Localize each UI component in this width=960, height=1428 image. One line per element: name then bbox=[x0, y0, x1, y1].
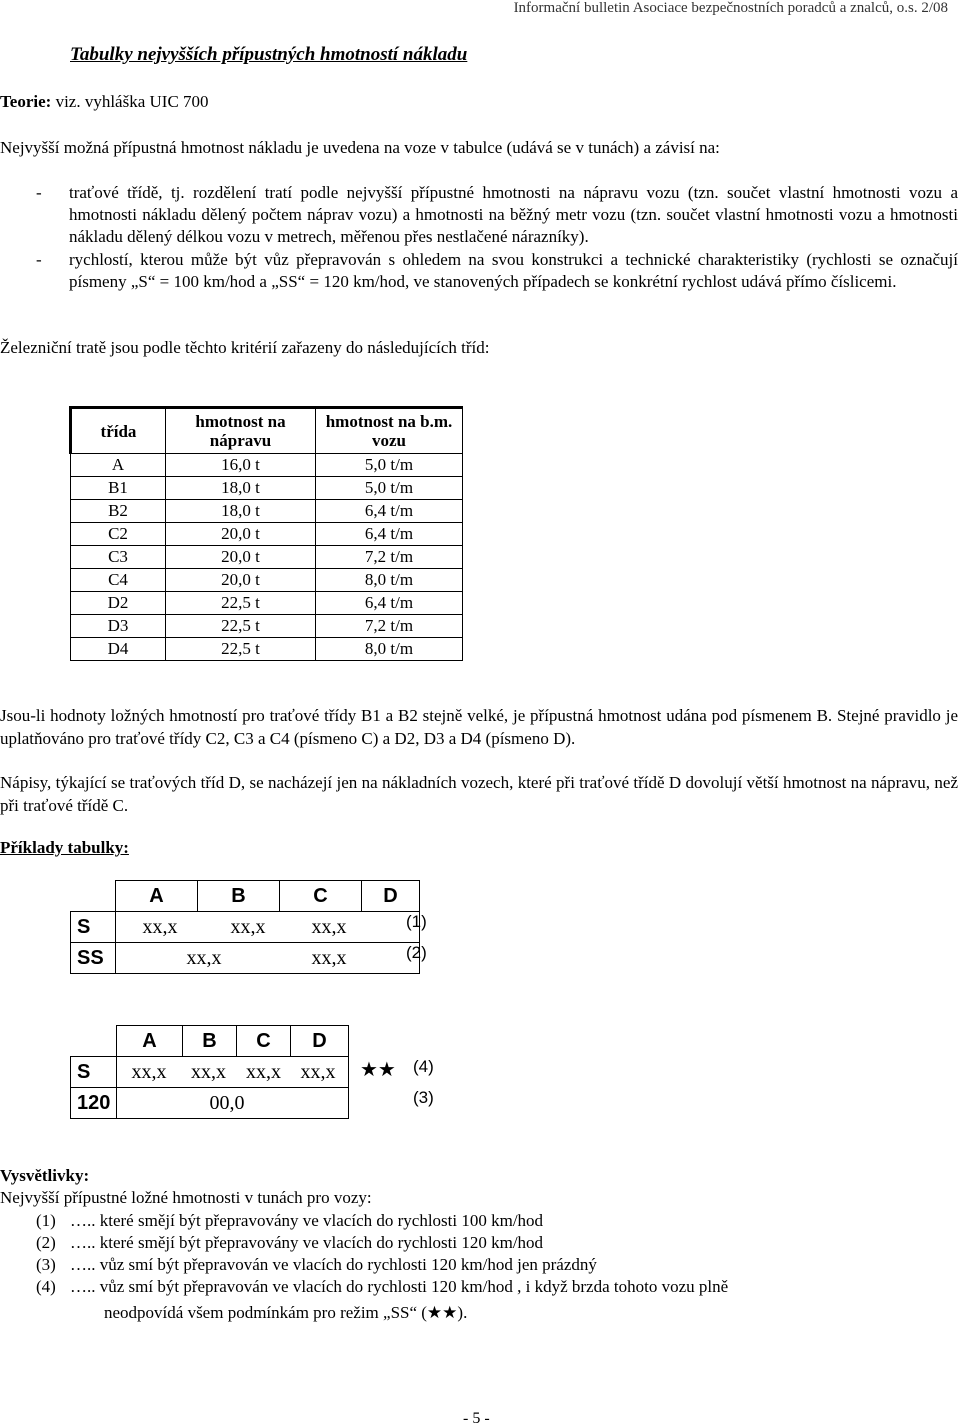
examples-title: Příklady tabulky: bbox=[0, 838, 129, 857]
cell-axle: 22,5 t bbox=[166, 615, 316, 638]
row-label-s: S bbox=[71, 912, 116, 943]
cell-meter: 5,0 t/m bbox=[316, 454, 463, 477]
table-row bbox=[71, 615, 463, 638]
table-row bbox=[71, 477, 463, 500]
col-header-a: A bbox=[117, 1026, 183, 1057]
table-row bbox=[71, 592, 463, 615]
cell-axle: 20,0 t bbox=[166, 546, 316, 569]
theory-label: Teorie: bbox=[0, 92, 52, 111]
header-axle-load: hmotnost na nápravu bbox=[166, 408, 316, 454]
cell-meter: 8,0 t/m bbox=[316, 569, 463, 592]
bullet-dash: - bbox=[36, 183, 42, 202]
example2-values-s bbox=[117, 1057, 349, 1088]
cell-meter: 6,4 t/m bbox=[316, 500, 463, 523]
table-row bbox=[71, 454, 463, 477]
paragraph-class-d: Nápisy, týkající se traťových tříd D, se nacházejí jen na nákladních vozech, které při traťové třídě D dovolují větší hmotnost na nápravu, než při traťové třídě C. bbox=[0, 773, 958, 815]
note-marker-4: (4) bbox=[413, 1057, 434, 1076]
example2-header-row bbox=[71, 1026, 349, 1057]
track-class-table bbox=[69, 406, 463, 661]
note-marker-2: (2) bbox=[406, 943, 427, 962]
cell-class: C3 bbox=[71, 546, 166, 569]
item-text: ….. které smějí být přepravovány ve vlacích do rychlosti 120 km/hod bbox=[70, 1233, 544, 1252]
explanation-item-continuation: neodpovídá všem podmínkám pro režim „SS“ (★★). bbox=[104, 1303, 468, 1322]
table-header-row bbox=[71, 408, 463, 454]
item-number: (1) bbox=[36, 1211, 56, 1230]
col-header-c: C bbox=[280, 881, 362, 912]
header-meter-load: hmotnost na b.m. vozu bbox=[316, 408, 463, 454]
empty-corner bbox=[71, 881, 116, 912]
value-cell: xx,x bbox=[131, 1061, 167, 1083]
example1-values-ss bbox=[116, 943, 420, 974]
example2-row-120 bbox=[71, 1088, 349, 1119]
value-cell: xx,x bbox=[191, 1061, 226, 1083]
col-header-a: A bbox=[116, 881, 198, 912]
cell-axle: 22,5 t bbox=[166, 592, 316, 615]
value-cell: xx,x bbox=[230, 916, 266, 938]
example1-row-s bbox=[71, 912, 420, 943]
cell-axle: 18,0 t bbox=[166, 500, 316, 523]
rail-classes-intro: Železniční tratě jsou podle těchto kritérií zařazeny do následujících tříd: bbox=[0, 338, 490, 357]
table-row bbox=[71, 638, 463, 661]
cell-meter: 6,4 t/m bbox=[316, 523, 463, 546]
note-marker-3: (3) bbox=[413, 1088, 434, 1107]
cell-axle: 20,0 t bbox=[166, 569, 316, 592]
item-number: (2) bbox=[36, 1233, 56, 1252]
page-header: Informační bulletin Asociace bezpečnostních poradců a znalců, o.s. 2/08 bbox=[513, 0, 948, 16]
cell-class: D3 bbox=[71, 615, 166, 638]
table-row bbox=[71, 523, 463, 546]
cell-class: D4 bbox=[71, 638, 166, 661]
bullet-text: rychlostí, kterou může být vůz přepravován s ohledem na svou konstrukci a technické charakteristiky (rychlosti se označují písmeny „S“ = 100 km/hod a „SS“ = 120 km/hod, ve stanovených případech se konkrétní rychlost udává přímo číslicemi. bbox=[69, 250, 958, 291]
item-text: ….. které smějí být přepravovány ve vlacích do rychlosti 100 km/hod bbox=[70, 1211, 544, 1230]
cell-axle: 18,0 t bbox=[166, 477, 316, 500]
value-cell: xx,x bbox=[246, 1061, 281, 1083]
explanations-intro: Nejvyšší přípustné ložné hmotnosti v tunách pro vozy: bbox=[0, 1188, 372, 1207]
page-number: - 5 - bbox=[463, 1410, 490, 1427]
page-title: Tabulky nejvyšších přípustných hmotností nákladu bbox=[70, 44, 468, 65]
table-row bbox=[71, 546, 463, 569]
cell-class: B1 bbox=[71, 477, 166, 500]
cell-meter: 7,2 t/m bbox=[316, 615, 463, 638]
explanations-title: Vysvětlivky: bbox=[0, 1166, 90, 1185]
value-cell: xx,x bbox=[186, 947, 222, 969]
bullet-dash: - bbox=[36, 250, 42, 269]
theory-line bbox=[0, 92, 209, 112]
cell-meter: 7,2 t/m bbox=[316, 546, 463, 569]
col-header-b: B bbox=[198, 881, 280, 912]
row-label-s: S bbox=[71, 1057, 117, 1088]
value-cell: xx,x bbox=[311, 916, 347, 938]
example1-header-row bbox=[71, 881, 420, 912]
example2-values-120 bbox=[117, 1088, 349, 1119]
empty-corner bbox=[71, 1026, 117, 1057]
cell-axle: 22,5 t bbox=[166, 638, 316, 661]
cell-meter: 8,0 t/m bbox=[316, 638, 463, 661]
cell-class: B2 bbox=[71, 500, 166, 523]
cell-class: C2 bbox=[71, 523, 166, 546]
bullet-text: traťové třídě, tj. rozdělení tratí podle nejvyšší přípustné hmotnosti na nápravu vozu (tzn. součet vlastní hmotnosti vozu a hmotnosti nákladu dělený počtem náprav vozu) a hmotnosti na běžný metr vozu (tzn. součet vlastní hmotnosti vozu a hmotnosti nákladu dělený délkou vozu v metrech, měřenou přes nestlačené nárazníky). bbox=[69, 183, 958, 246]
note-marker-1: (1) bbox=[406, 912, 427, 931]
example-table-2 bbox=[70, 1025, 349, 1119]
cell-axle: 16,0 t bbox=[166, 454, 316, 477]
star-icon: ★★ bbox=[360, 1059, 396, 1081]
theory-text: viz. vyhláška UIC 700 bbox=[51, 92, 209, 111]
example2-row-s bbox=[71, 1057, 349, 1088]
row-label-ss: SS bbox=[71, 943, 116, 974]
cell-class: A bbox=[71, 454, 166, 477]
cell-class: C4 bbox=[71, 569, 166, 592]
header-class: třída bbox=[71, 408, 166, 454]
col-header-c: C bbox=[237, 1026, 291, 1057]
col-header-b: B bbox=[183, 1026, 237, 1057]
item-text: ….. vůz smí být přepravován ve vlacích do rychlosti 120 km/hod jen prázdný bbox=[70, 1255, 597, 1274]
cell-meter: 5,0 t/m bbox=[316, 477, 463, 500]
value-cell: xx,x bbox=[300, 1061, 336, 1083]
example1-row-ss bbox=[71, 943, 420, 974]
table-row bbox=[71, 500, 463, 523]
item-number: (3) bbox=[36, 1255, 56, 1274]
cell-axle: 20,0 t bbox=[166, 523, 316, 546]
item-number: (4) bbox=[36, 1277, 56, 1296]
col-header-d: D bbox=[362, 881, 420, 912]
row-label-120: 120 bbox=[71, 1088, 117, 1119]
value-cell: xx,x bbox=[142, 916, 178, 938]
example1-values-s bbox=[116, 912, 420, 943]
item-text: ….. vůz smí být přepravován ve vlacích do rychlosti 120 km/hod , i když brzda tohoto vozu plně bbox=[70, 1277, 729, 1296]
example-table-1 bbox=[70, 880, 420, 974]
table-row bbox=[71, 569, 463, 592]
value-cell: 00,0 bbox=[209, 1092, 245, 1114]
intro-paragraph: Nejvyšší možná přípustná hmotnost nákladu je uvedena na voze v tabulce (udává se v tunách) a závisí na: bbox=[0, 138, 720, 157]
col-header-d: D bbox=[291, 1026, 349, 1057]
value-cell: xx,x bbox=[311, 947, 347, 969]
paragraph-weights-rule: Jsou-li hodnoty ložných hmotností pro traťové třídy B1 a B2 stejně velké, je přípustná hmotnost udána pod písmenem B. Stejné pravidlo je uplatňováno pro traťové třídy C2, C3 a C4 (písmeno C) a D2, D3 a D4 (písmeno D). bbox=[0, 706, 958, 748]
cell-meter: 6,4 t/m bbox=[316, 592, 463, 615]
cell-class: D2 bbox=[71, 592, 166, 615]
